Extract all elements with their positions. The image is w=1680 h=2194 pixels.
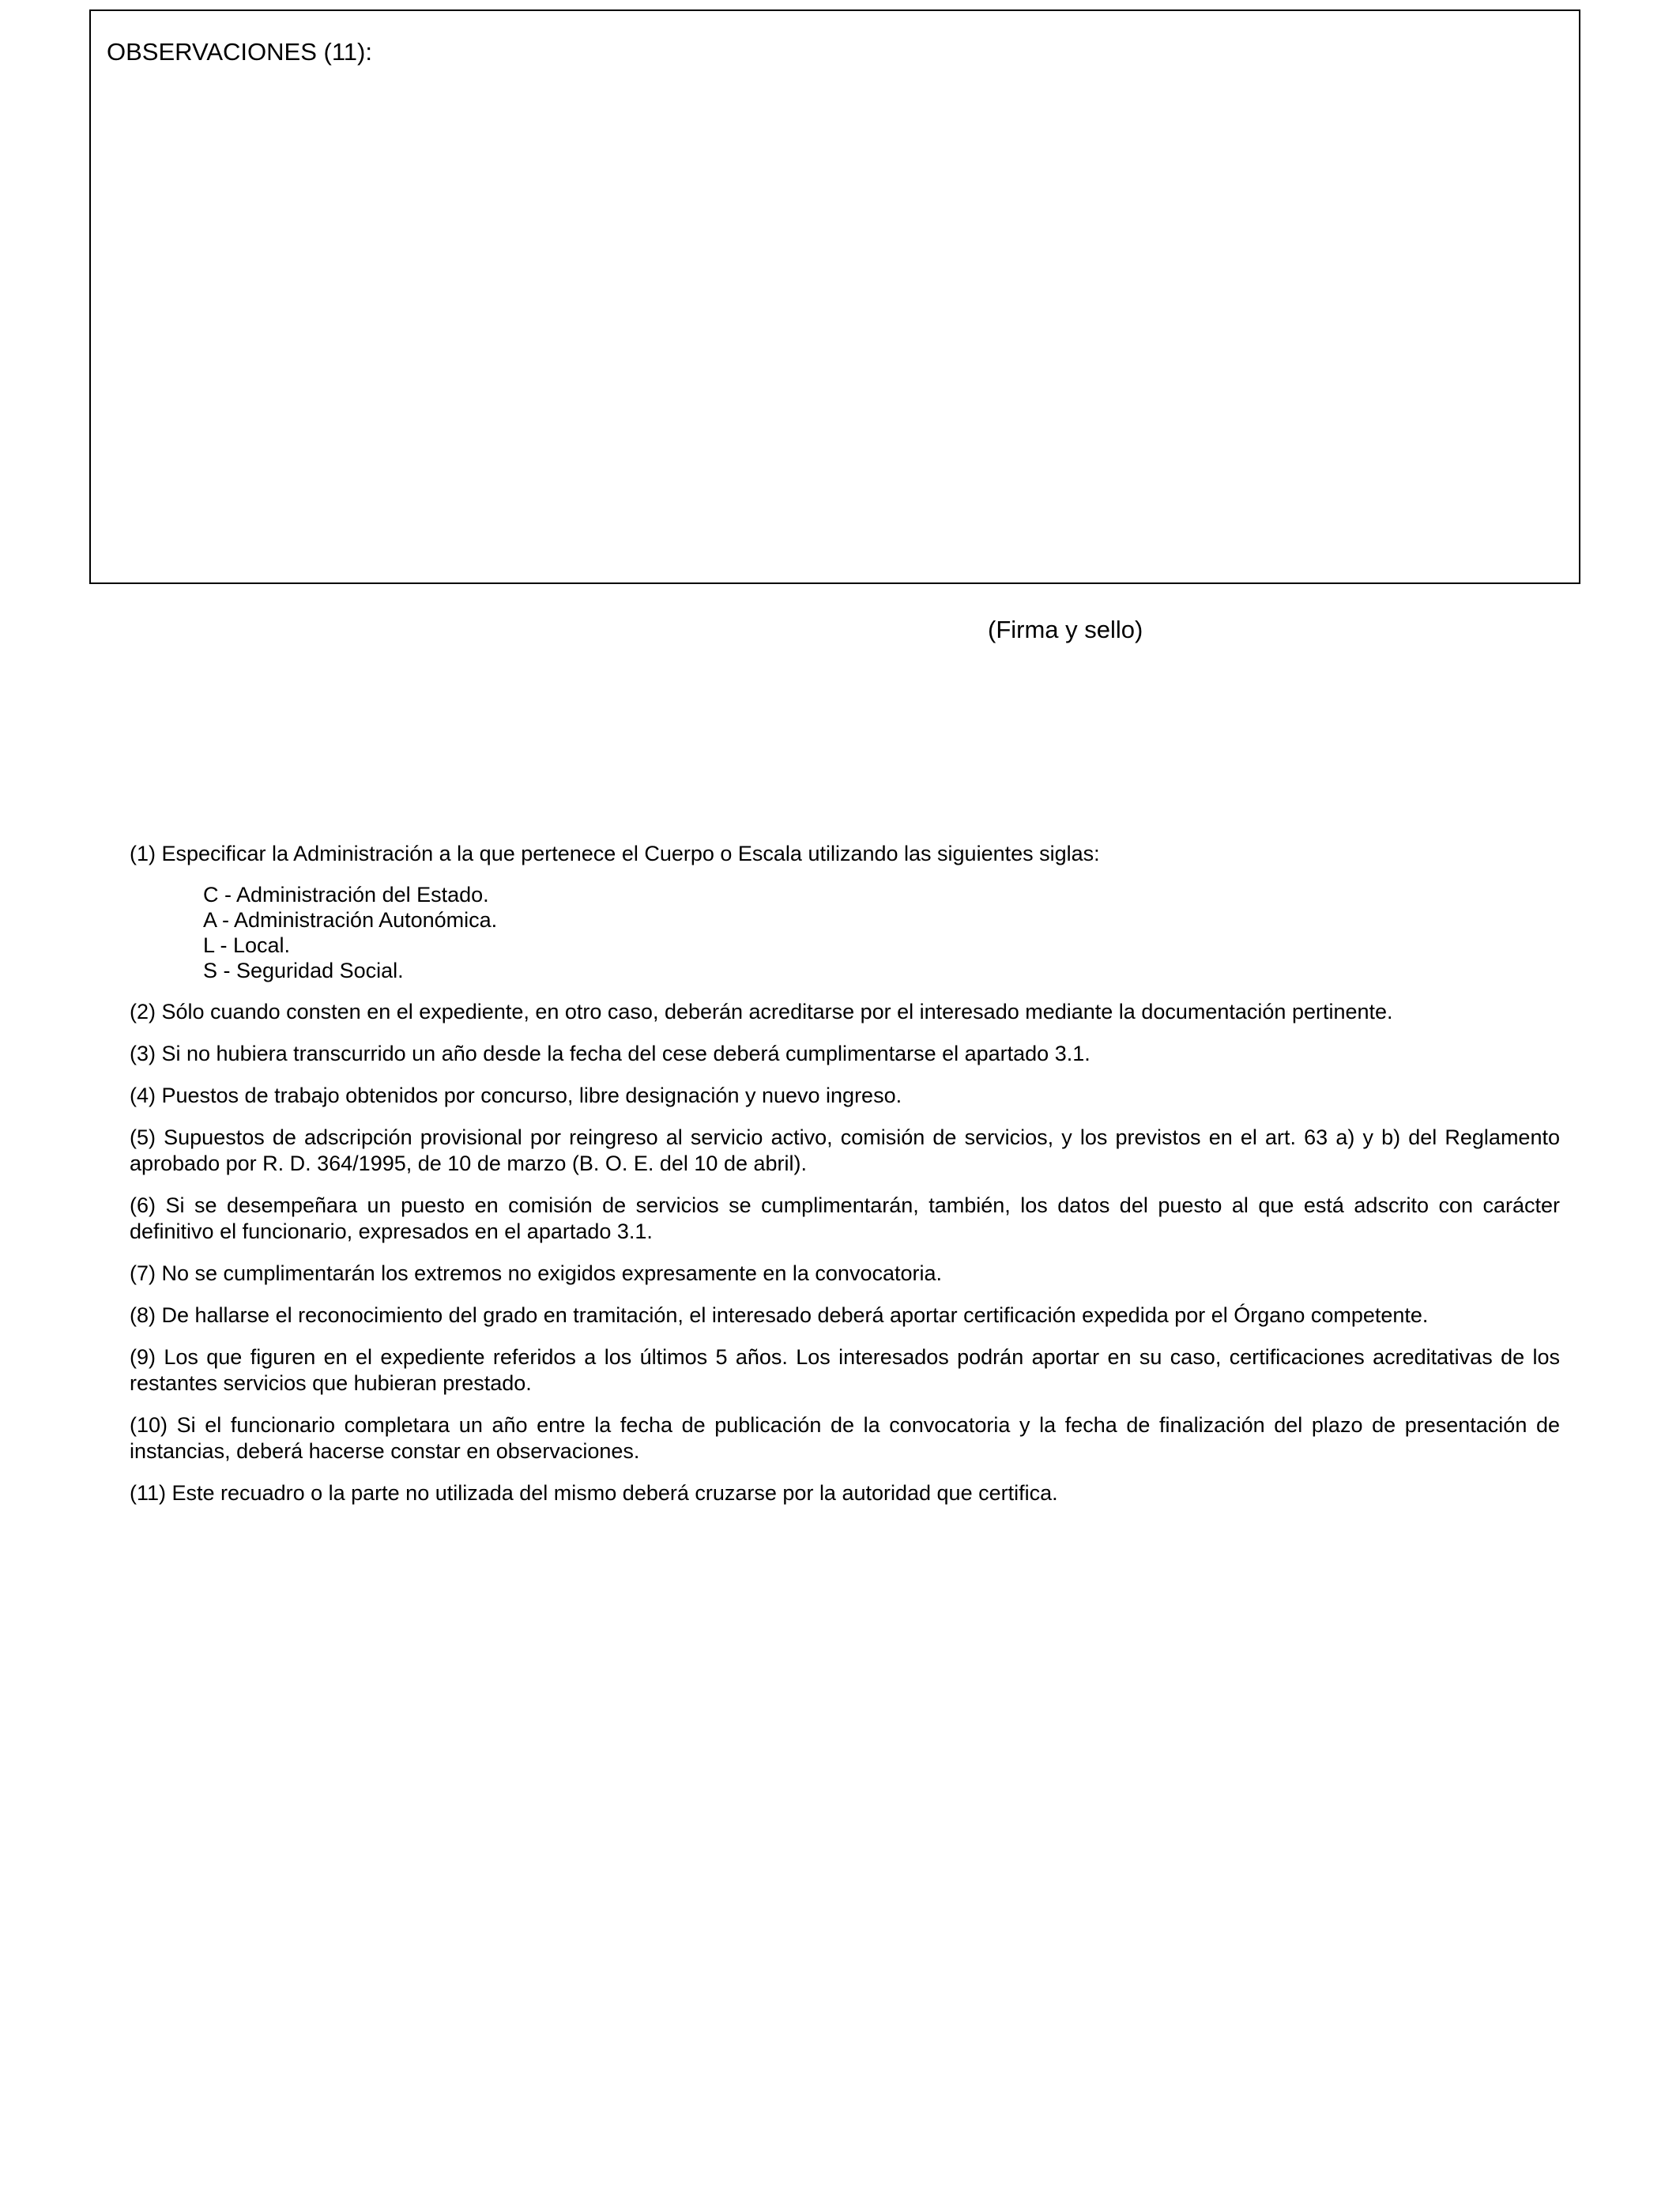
note-10: (10) Si el funcionario completara un año entre la fecha de publicación de la convocatoria y la fecha de finalización del plazo de presentación de instancias, deberá hacerse constar en observaciones.: [130, 1413, 1560, 1463]
note-9: (9) Los que figuren en el expediente referidos a los últimos 5 años. Los interesados podrán aportar en su caso, certificaciones acreditativas de los restantes servicios que hubieran prestado.: [130, 1345, 1560, 1395]
sigla-item-a: A - Administración Autonómica.: [203, 908, 498, 932]
note-1: (1) Especificar la Administración a la que pertenece el Cuerpo o Escala utilizando las siguientes siglas:: [130, 842, 1100, 865]
note-5: (5) Supuestos de adscripción provisional por reingreso al servicio activo, comisión de servicios, y los previstos en el art. 63 a) y b) del Reglamento aprobado por R. D. 364/1995, de 10 de marzo (B. O. E. del 10 de abril).: [130, 1125, 1560, 1175]
sigla-item-l: L - Local.: [203, 933, 291, 957]
observations-label: OBSERVACIONES (11):: [107, 38, 372, 66]
sigla-item-c: C - Administración del Estado.: [203, 883, 489, 907]
note-8: (8) De hallarse el reconocimiento del grado en tramitación, el interesado deberá aportar certificación expedida por el Órgano competente.: [130, 1303, 1429, 1327]
sigla-item-s: S - Seguridad Social.: [203, 959, 404, 982]
note-4: (4) Puestos de trabajo obtenidos por concurso, libre designación y nuevo ingreso.: [130, 1084, 902, 1107]
footnotes: [130, 841, 1560, 1522]
note-7: (7) No se cumplimentarán los extremos no exigidos expresamente en la convocatoria.: [130, 1261, 943, 1285]
observations-box[interactable]: [89, 9, 1580, 584]
note-6: (6) Si se desempeñara un puesto en comisión de servicios se cumplimentarán, también, los datos del puesto al que está adscrito con carácter definitivo el funcionario, expresados en el apartado 3.1.: [130, 1193, 1560, 1243]
note-3: (3) Si no hubiera transcurrido un año desde la fecha del cese deberá cumplimentarse el apartado 3.1.: [130, 1042, 1090, 1065]
note-2: (2) Sólo cuando consten en el expediente, en otro caso, deberán acreditarse por el interesado mediante la documentación pertinente.: [130, 1000, 1393, 1023]
note-11: (11) Este recuadro o la parte no utilizada del mismo deberá cruzarse por la autoridad que certifica.: [130, 1481, 1058, 1505]
siglas-list: [203, 882, 1560, 983]
signature-label: (Firma y sello): [988, 616, 1143, 643]
